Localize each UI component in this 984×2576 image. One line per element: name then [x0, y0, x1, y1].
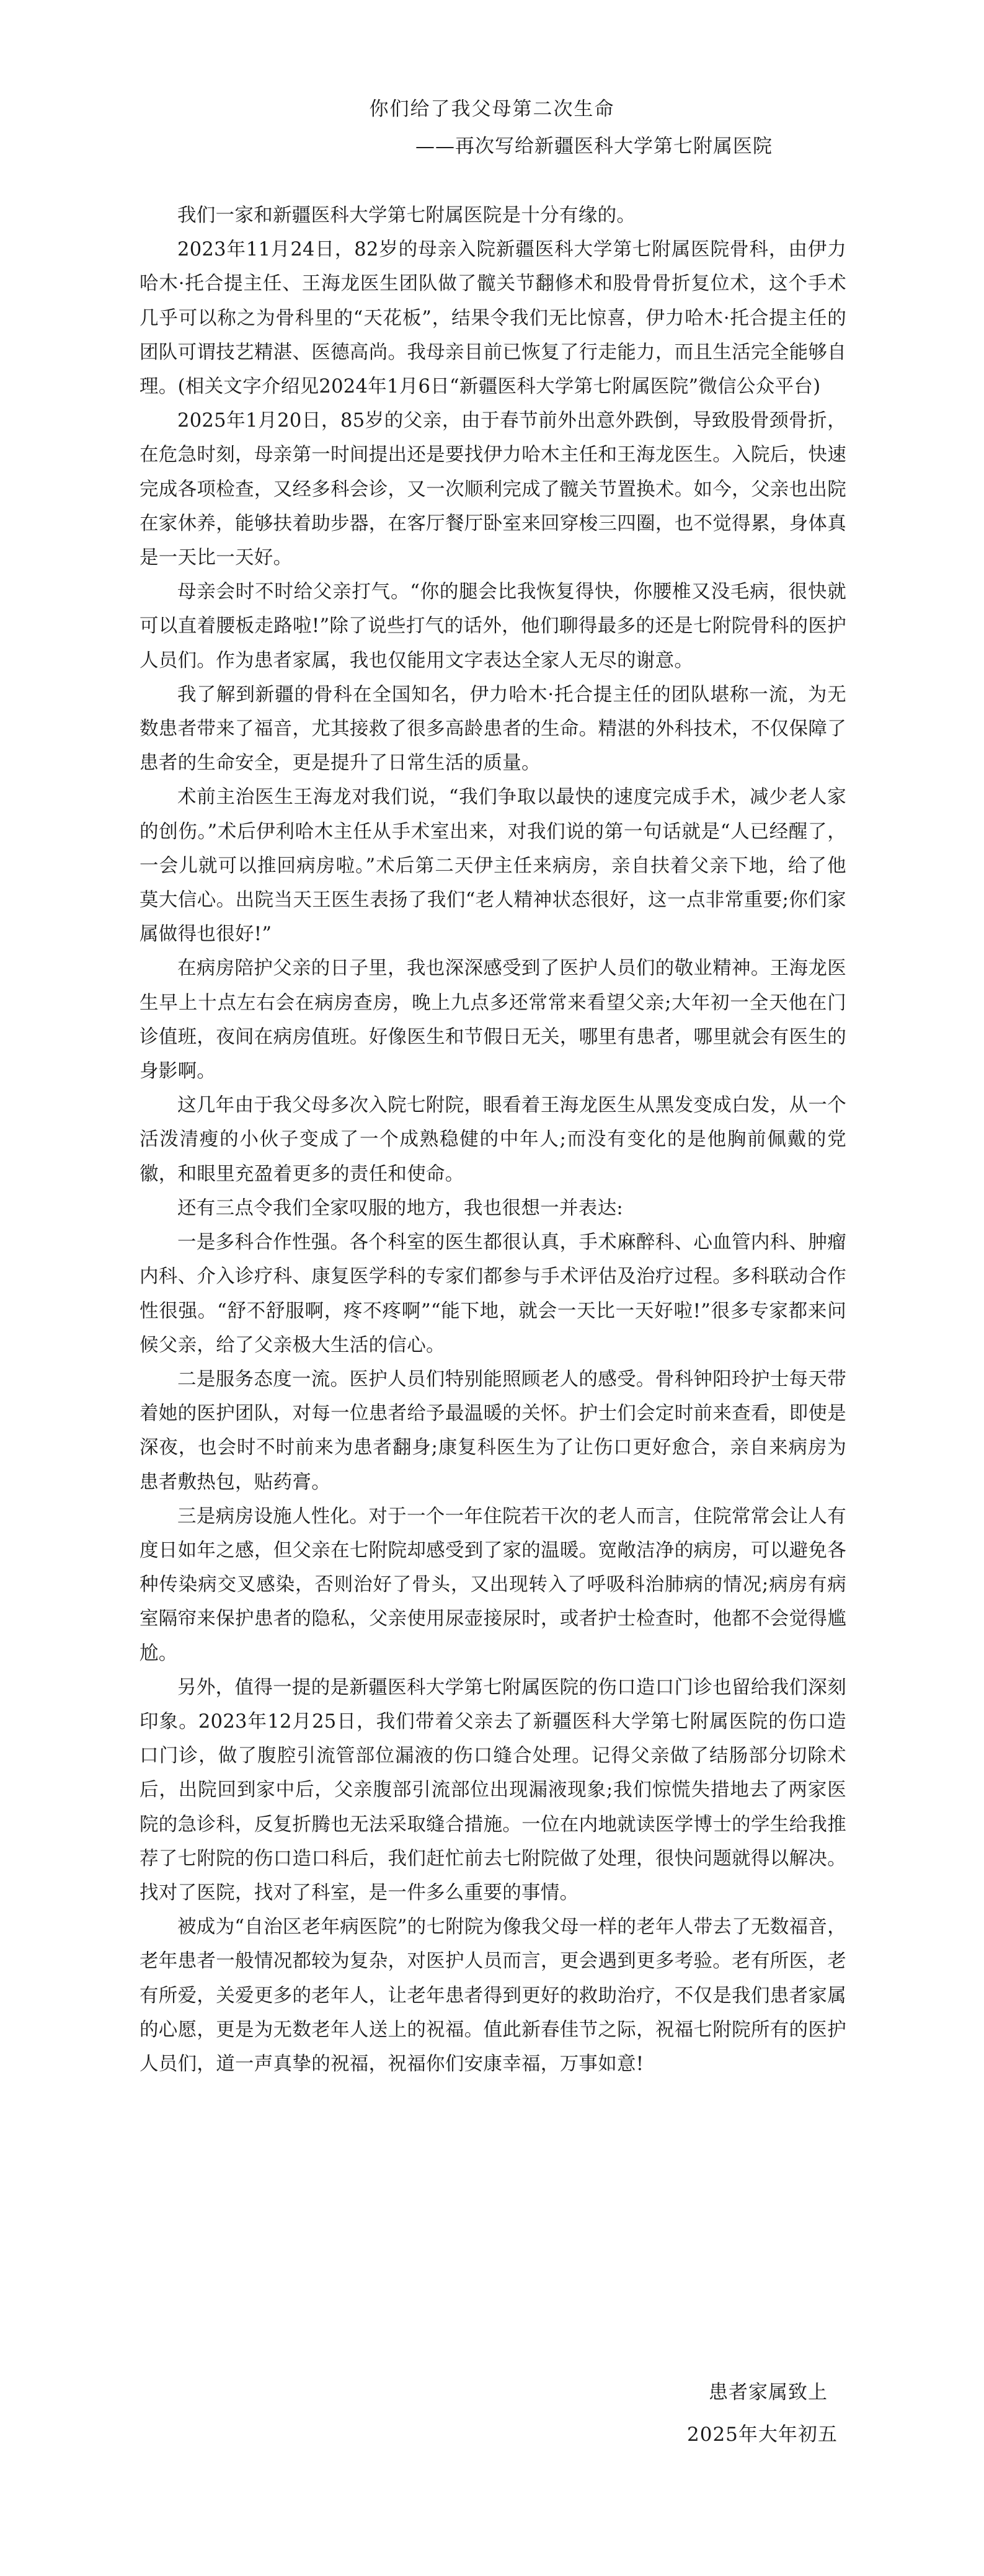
letter-subtitle: ——再次写给新疆医科大学第七附属医院 — [415, 135, 773, 158]
paragraph-4: 母亲会时不时给父亲打气。“你的腿会比我恢复得快，你腰椎又没毛病，很快就可以直着腰板走路啦!”除了说些打气的话外，他们聊得最多的还是七附院骨科的医护人员们。作为患者家属，我也仅能用文字表达全家人无尽的谢意。 — [140, 581, 846, 672]
paragraph-8: 这几年由于我父母多次入院七附院，眼看着王海龙医生从黑发变成白发，从一个活泼清瘦的小伙子变成了一个成熟稳健的中年人;而没有变化的是他胸前佩戴的党徽，和眼里充盈着更多的责任和使命。 — [140, 1095, 846, 1185]
letter-title: 你们给了我父母第二次生命 — [369, 98, 615, 120]
paragraph-5: 我了解到新疆的骨科在全国知名，伊力哈木·托合提主任的团队堪称一流，为无数患者带来了福音，尤其接救了很多高龄患者的生命。精湛的外科技术，不仅保障了患者的生命安全，更是提升了日常生活的质量。 — [140, 683, 846, 775]
paragraph-13: 另外，值得一提的是新疆医科大学第七附属医院的伤口造口门诊也留给我们深刻印象。2023年12月25日，我们带着父亲去了新疆医科大学第七附属医院的伤口造口门诊，做了腹腔引流管部位漏液的伤口缝合处理。记得父亲做了结肠部分切除术后，出院回到家中后，父亲腹部引流部位出现漏液现象;我们惊慌失措地去了两家医院的急诊科，反复折腾也无法采取缝合措施。一位在内地就读医学博士的学生给我推荐了七附院的伤口造口科后，我们赶忙前去七附院做了处理，很快问题就得以解决。找对了医院，找对了科室，是一件多么重要的事情。 — [140, 1676, 846, 1904]
paragraph-12: 三是病房设施人性化。对于一个一年住院若干次的老人而言，住院常常会让人有度日如年之感，但父亲在七附院却感受到了家的温暖。宽敞洁净的病房，可以避免各种传染病交叉感染，否则治好了骨头，又出现转入了呼吸科治肺病的情况;病房有病室隔帘来保护患者的隐私，父亲使用尿壶接尿时，或者护士检查时，他都不会觉得尴尬。 — [140, 1505, 846, 1664]
paragraph-11: 二是服务态度一流。医护人员们特别能照顾老人的感受。骨科钟阳玲护士每天带着她的医护团队，对每一位患者给予最温暖的关怀。护士们会定时前来查看，即使是深夜，也会时不时前来为患者翻身;康复科医生为了让伤口更好愈合，亲自来病房为患者敷热包，贴药膏。 — [140, 1368, 846, 1493]
letter-body — [140, 198, 846, 2081]
paragraph-10: 一是多科合作性强。各个科室的医生都很认真，手术麻醉科、心血管内科、肿瘤内科、介入诊疗科、康复医学科的专家们都参与手术评估及治疗过程。多科联动合作性很强。“舒不舒服啊，疼不疼啊”“能下地，就会一天比一天好啦!”很多专家都来问候父亲，给了父亲极大生活的信心。 — [140, 1232, 846, 1356]
paragraph-6: 术前主治医生王海龙对我们说，“我们争取以最快的速度完成手术，减少老人家的创伤。”术后伊利哈木主任从手术室出来，对我们说的第一句话就是“人已经醒了，一会儿就可以推回病房啦。”术后第二天伊主任来病房，亲自扶着父亲下地，给了他莫大信心。出院当天王医生表扬了我们“老人精神状态很好，这一点非常重要;你们家属做得也很好!” — [140, 786, 846, 946]
paragraph-9: 还有三点令我们全家叹服的地方，我也很想一并表达: — [177, 1197, 623, 1219]
paragraph-14: 被成为“自治区老年病医院”的七附院为像我父母一样的老年人带去了无数福音，老年患者一般情况都较为复杂，对医护人员而言，更会遇到更多考验。老有所医，老有所爱，关爱更多的老年人，让老年患者得到更好的救助治疗，不仅是我们患者家属的心愿，更是为无数老年人送上的祝福。值此新春佳节之际，祝福七附院所有的医护人员们，道一声真挚的祝福，祝福你们安康幸福，万事如意! — [140, 1916, 846, 2075]
paragraph-1: 我们一家和新疆医科大学第七附属医院是十分有缘的。 — [177, 205, 636, 226]
letter-signer: 患者家属致上 — [709, 2381, 828, 2404]
paragraph-2: 2023年11月24日，82岁的母亲入院新疆医科大学第七附属医院骨科，由伊力哈木·托合提主任、王海龙医生团队做了髋关节翻修术和股骨骨折复位术，这个手术几乎可以称之为骨科里的“天花板”，结果令我们无比惊喜，伊力哈木·托合提主任的团队可谓技艺精湛、医德高尚。我母亲目前已恢复了行走能力，而且生活完全能够自理。(相关文字介绍见2024年1月6日“新疆医科大学第七附属医院”微信公众平台) — [140, 239, 846, 398]
paragraph-3: 2025年1月20日，85岁的父亲，由于春节前外出意外跌倒，导致股骨颈骨折，在危急时刻，母亲第一时间提出还是要找伊力哈木主任和王海龙医生。入院后，快速完成各项检查，又经多科会诊，又一次顺利完成了髋关节置换术。如今，父亲也出院在家休养，能够扶着助步器，在客厅餐厅卧室来回穿梭三四圈，也不觉得累，身体真是一天比一天好。 — [140, 410, 846, 569]
paragraph-7: 在病房陪护父亲的日子里，我也深深感受到了医护人员们的敬业精神。王海龙医生早上十点左右会在病房查房，晚上九点多还常常来看望父亲;大年初一全天他在门诊值班，夜间在病房值班。好像医生和节假日无关，哪里有患者，哪里就会有医生的身影啊。 — [140, 957, 846, 1083]
letter-date: 2025年大年初五 — [687, 2423, 838, 2446]
